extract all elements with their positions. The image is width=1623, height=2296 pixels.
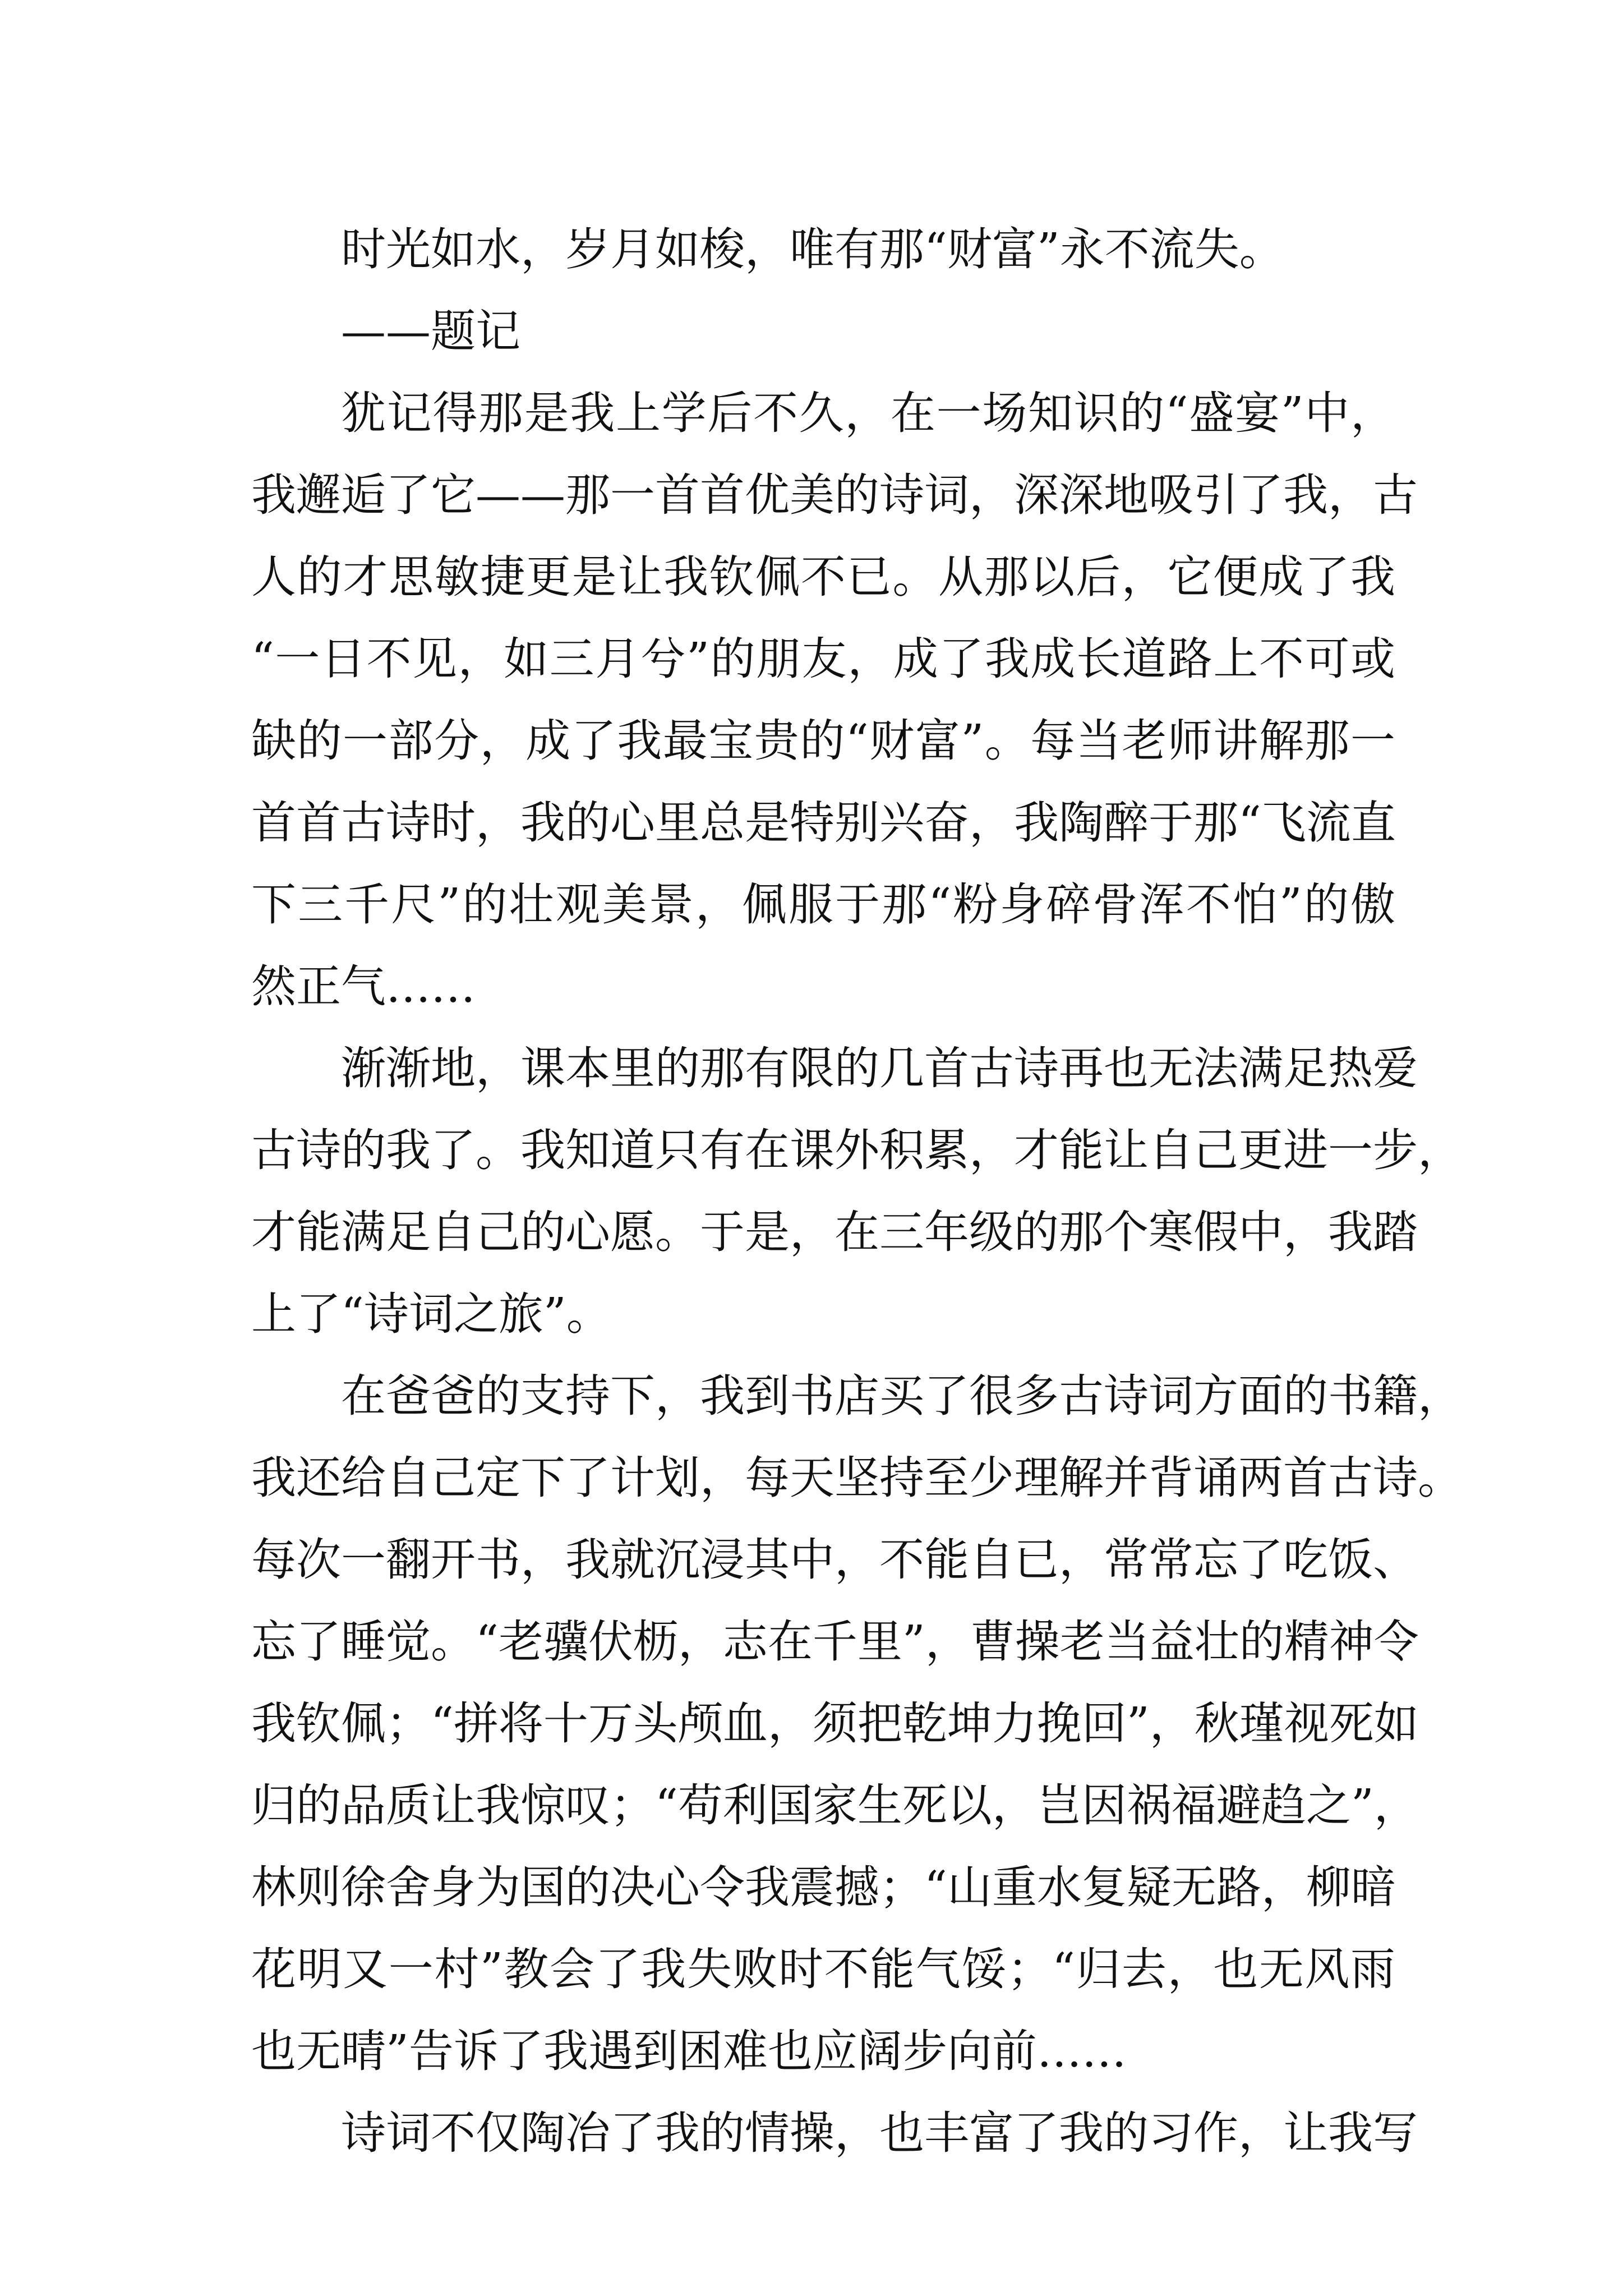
paragraph-2-line-3: 才能满足自己的心愿。于是，在三年级的那个寒假中，我踏 — [251, 1206, 1418, 1258]
paragraph-4-line-1: 诗词不仅陶冶了我的情操，也丰富了我的习作，让我写 — [341, 2107, 1418, 2159]
paragraph-3-line-6: 归的品质让我惊叹；“苟利国家生死以，岂因祸福避趋之”， — [251, 1779, 1419, 1832]
epigraph: 时光如水，岁月如梭，唯有那“财富”永不流失。 — [341, 223, 1284, 275]
paragraph-3-line-8: 花明又一村”教会了我失败时不能气馁；“归去，也无风雨 — [251, 1943, 1395, 1995]
paragraph-3-line-7: 林则徐舍身为国的决心令我震撼；“山重水复疑无路，柳暗 — [251, 1861, 1396, 1913]
paragraph-1-line-7: 下三千尺”的壮观美景，佩服于那“粉身碎骨浑不怕”的傲 — [251, 878, 1395, 931]
paragraph-1-line-6: 首首古诗时，我的心里总是特别兴奋，我陶醉于那“飞流直 — [251, 797, 1396, 849]
paragraph-3-line-5: 我钦佩；“拼将十万头颅血，须把乾坤力挽回”，秋瑾视死如 — [251, 1697, 1419, 1750]
paragraph-3-line-9: 也无晴”告诉了我遇到困难也应阔步向前…… — [251, 2025, 1127, 2077]
paragraph-1-line-2: 我邂逅了它——那一首首优美的诗词，深深地吸引了我，古 — [251, 469, 1418, 521]
paragraph-3-line-3: 每次一翻开书，我就沉浸其中，不能自已，常常忘了吃饭、 — [251, 1534, 1418, 1586]
paragraph-1-line-5: 缺的一部分，成了我最宝贵的“财富”。每当老师讲解那一 — [251, 715, 1395, 767]
paragraph-3-line-1: 在爸爸的支持下，我到书店买了很多古诗词方面的书籍， — [341, 1370, 1463, 1422]
paragraph-1-line-4: “一日不见，如三月兮”的朋友，成了我成长道路上不可或 — [251, 633, 1395, 685]
document-body — [251, 209, 1463, 2174]
paragraph-2-line-4: 上了“诗词之旅”。 — [251, 1288, 611, 1340]
epigraph-source: ——题记 — [341, 305, 520, 357]
paragraph-2-line-2: 古诗的我了。我知道只有在课外积累，才能让自己更进一步， — [251, 1124, 1463, 1176]
paragraph-1-line-8: 然正气…… — [251, 960, 476, 1013]
paragraph-3-line-4: 忘了睡觉。“老骥伏枥，志在千里”，曹操老当益壮的精神令 — [251, 1616, 1419, 1668]
paragraph-1-line-1: 犹记得那是我上学后不久，在一场知识的“盛宴”中， — [341, 387, 1395, 439]
paragraph-2-line-1: 渐渐地，课本里的那有限的几首古诗再也无法满足热爱 — [341, 1042, 1418, 1094]
paragraph-1-line-3: 人的才思敏捷更是让我钦佩不已。从那以后，它便成了我 — [251, 551, 1395, 603]
paragraph-3-line-2: 我还给自己定下了计划，每天坚持至少理解并背诵两首古诗。 — [251, 1452, 1463, 1504]
